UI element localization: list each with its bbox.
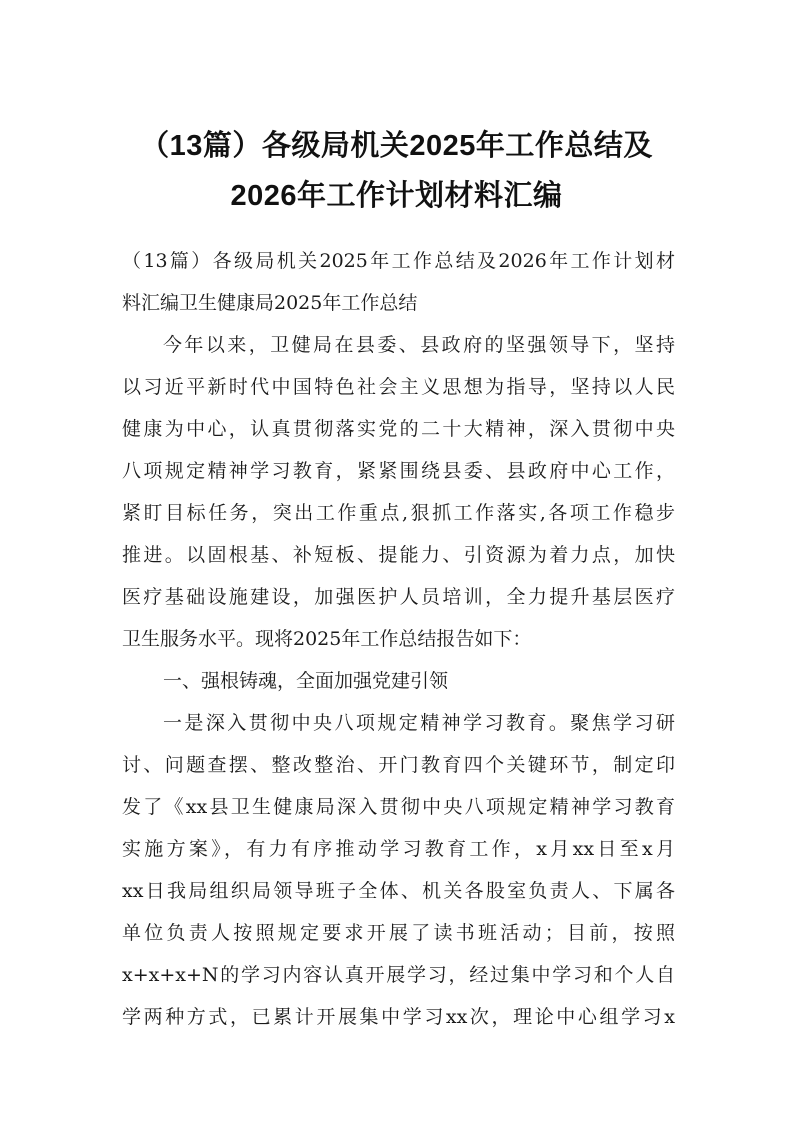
document-title-line-1: （13篇）各级局机关2025年工作总结及 <box>140 130 653 162</box>
body-line-16: xx日我局组织局领导班子全体、机关各股室负责人、下属各 <box>122 880 675 902</box>
body-line-15: 实施方案》，有力有序推动学习教育工作，x月xx日至x月 <box>122 838 675 860</box>
section-heading-1: 一、强根铸魂，全面加强党建引领 <box>163 670 449 692</box>
body-line-4: 以习近平新时代中国特色社会主义思想为指导，坚持以人民 <box>122 376 675 398</box>
body-line-5: 健康为中心，认真贯彻落实党的二十大精神，深入贯彻中央 <box>122 418 675 440</box>
body-line-1: （13篇）各级局机关2025年工作总结及2026年工作计划材 <box>122 250 675 272</box>
body-line-13: 讨、问题查摆、整改整治、开门教育四个关键环节，制定印 <box>122 754 675 776</box>
body-line-12: 一是深入贯彻中央八项规定精神学习教育。聚焦学习研 <box>163 712 675 734</box>
body-line-3: 今年以来，卫健局在县委、县政府的坚强领导下，坚持 <box>163 334 675 356</box>
body-line-10: 卫生服务水平。现将2025年工作总结报告如下： <box>122 628 532 650</box>
body-line-14: 发了《xx县卫生健康局深入贯彻中央八项规定精神学习教育 <box>122 796 675 818</box>
body-line-7: 紧盯目标任务，突出工作重点,狠抓工作落实,各项工作稳步 <box>122 502 675 524</box>
body-line-19: 学两种方式，已累计开展集中学习xx次，理论中心组学习x <box>122 1006 675 1028</box>
body-line-18: x+x+x+N的学习内容认真开展学习，经过集中学习和个人自 <box>122 964 675 986</box>
body-line-8: 推进。以固根基、补短板、提能力、引资源为着力点，加快 <box>122 544 675 566</box>
body-line-6: 八项规定精神学习教育，紧紧围绕县委、县政府中心工作， <box>122 460 675 482</box>
body-line-2: 料汇编卫生健康局2025年工作总结 <box>122 292 418 314</box>
body-line-17: 单位负责人按照规定要求开展了读书班活动；目前，按照 <box>122 922 675 944</box>
body-line-9: 医疗基础设施建设，加强医护人员培训，全力提升基层医疗 <box>122 586 675 608</box>
document-title-line-2: 2026年工作计划材料汇编 <box>230 180 563 212</box>
